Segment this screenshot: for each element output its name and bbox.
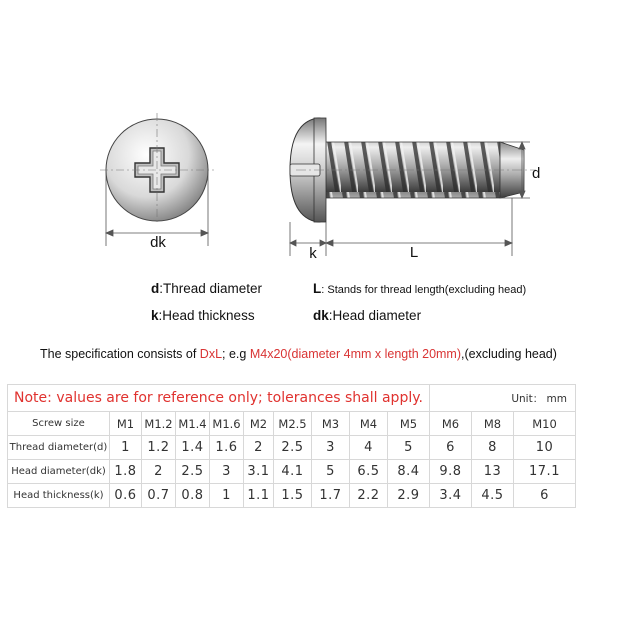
legend-L [313, 281, 526, 296]
value-cell: 4.1 [274, 460, 312, 484]
table-row-head-thickness [8, 484, 576, 508]
legend-L-text: : Stands for thread length(excluding head) [321, 284, 527, 296]
value-cell: 2.2 [350, 484, 388, 508]
L-label: L [409, 244, 419, 261]
size-cell: M3 [312, 412, 350, 436]
value-cell: 1.2 [142, 436, 176, 460]
value-cell: 2.5 [176, 460, 210, 484]
value-cell: 4 [350, 436, 388, 460]
legend-dk-text: :Head diameter [328, 308, 422, 323]
value-cell: 2 [142, 460, 176, 484]
legend-dk [313, 308, 421, 323]
value-cell: 1 [110, 436, 142, 460]
screw-side-view [290, 118, 536, 222]
value-cell: 8 [472, 436, 514, 460]
value-cell: 3 [312, 436, 350, 460]
table-header-row [8, 412, 576, 436]
value-cell: 3 [210, 460, 244, 484]
spec-example: M4x20(diameter 4mm x length 20mm) [249, 347, 462, 361]
header-label: Screw size [8, 412, 110, 436]
legend-L-key: L [313, 281, 322, 296]
value-cell: 5 [388, 436, 430, 460]
value-cell: 4.5 [472, 484, 514, 508]
row-label: Head diameter(dk) [8, 460, 110, 484]
value-cell: 1.5 [274, 484, 312, 508]
spec-line [40, 347, 610, 361]
d-label: d [532, 165, 541, 182]
size-cell: M8 [472, 412, 514, 436]
value-cell: 1.7 [312, 484, 350, 508]
table-unit: Unit： mm [430, 385, 576, 412]
table-row-thread-diameter [8, 436, 576, 460]
k-label: k [309, 245, 317, 262]
size-cell: M1.4 [176, 412, 210, 436]
row-label: Head thickness(k) [8, 484, 110, 508]
legend-k-key: k [151, 308, 159, 323]
spec-format: DxL [199, 347, 223, 361]
value-cell: 1.4 [176, 436, 210, 460]
legend-k-text: :Head thickness [158, 308, 255, 323]
value-cell: 0.7 [142, 484, 176, 508]
value-cell: 6 [430, 436, 472, 460]
value-cell: 3.4 [430, 484, 472, 508]
value-cell: 1.8 [110, 460, 142, 484]
value-cell: 1 [210, 484, 244, 508]
value-cell: 1.6 [210, 436, 244, 460]
value-cell: 1.1 [244, 484, 274, 508]
table-note: Note: values are for reference only; tolerances shall apply. [8, 385, 430, 412]
value-cell: 2.9 [388, 484, 430, 508]
value-cell: 5 [312, 460, 350, 484]
spec-prefix: The specification consists of [40, 347, 200, 361]
legend-d [151, 281, 262, 296]
size-cell: M2 [244, 412, 274, 436]
value-cell: 17.1 [514, 460, 576, 484]
size-cell: M1.6 [210, 412, 244, 436]
row-label: Thread diameter(d) [8, 436, 110, 460]
size-cell: M2.5 [274, 412, 312, 436]
value-cell: 0.6 [110, 484, 142, 508]
value-cell: 6 [514, 484, 576, 508]
table-row-head-diameter [8, 460, 576, 484]
value-cell: 6.5 [350, 460, 388, 484]
spec-middle: ; e.g [222, 347, 250, 361]
legend-k [151, 308, 255, 323]
size-cell: M4 [350, 412, 388, 436]
size-cell: M1.2 [142, 412, 176, 436]
value-cell: 8.4 [388, 460, 430, 484]
dk-label: dk [150, 234, 166, 251]
value-cell: 2.5 [274, 436, 312, 460]
legend-d-text: :Thread diameter [159, 281, 263, 296]
size-cell: M5 [388, 412, 430, 436]
size-cell: M10 [514, 412, 576, 436]
legend-d-key: d [151, 281, 160, 296]
size-cell: M6 [430, 412, 472, 436]
spec-suffix: ,(excluding head) [461, 347, 557, 361]
value-cell: 0.8 [176, 484, 210, 508]
value-cell: 10 [514, 436, 576, 460]
value-cell: 13 [472, 460, 514, 484]
legend-dk-key: dk [313, 308, 329, 323]
value-cell: 9.8 [430, 460, 472, 484]
size-cell: M1 [110, 412, 142, 436]
value-cell: 3.1 [244, 460, 274, 484]
size-table [7, 384, 576, 508]
value-cell: 2 [244, 436, 274, 460]
head-top-view [100, 113, 214, 225]
